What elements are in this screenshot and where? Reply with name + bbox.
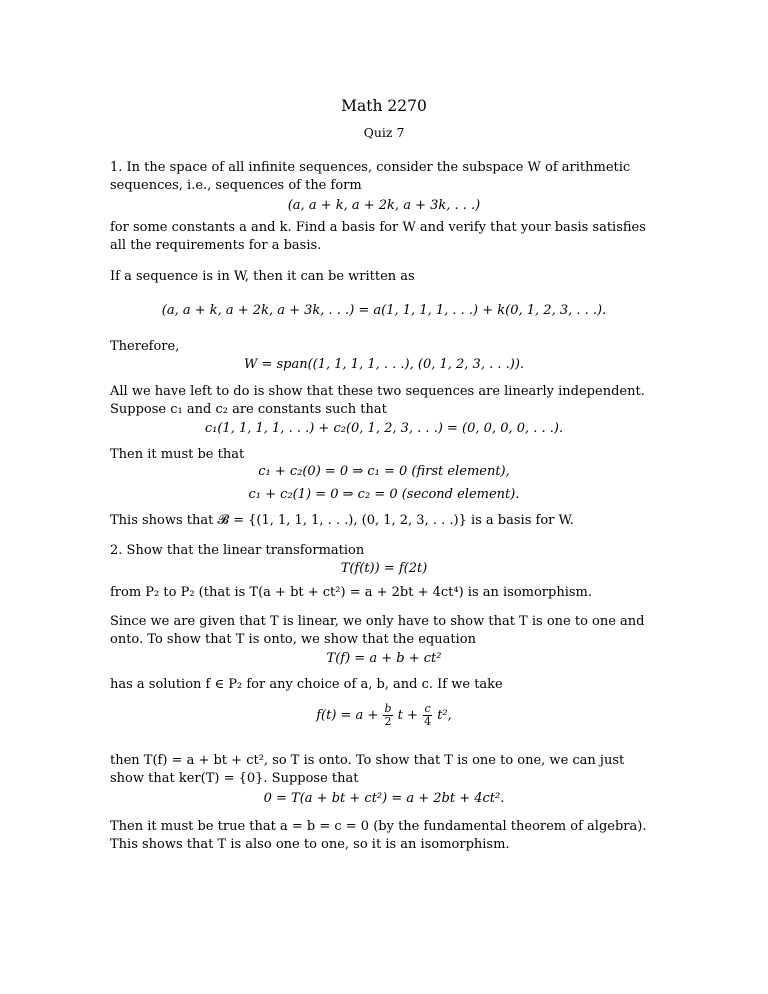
q1-eq-split: (a, a + k, a + 2k, a + 3k, . . .) = a(1, 1, 1, 1, . . .) + k(0, 1, 2, 3, . . .). [161, 303, 607, 318]
q2-prompt-b: from P₂ to P₂ (that is T(a + bt + ct²) = a + 2bt + 4ct⁴) is an isomorphism. [110, 585, 593, 600]
q2-frac-c-over-4 [423, 703, 432, 728]
q2-eq-f-lhs: f(t) = a + [316, 708, 379, 724]
q2-eq-T: T(f(t)) = f(2t) [340, 561, 428, 576]
q2-eq-f [0, 703, 768, 728]
q2-prompt-a: 2. Show that the linear transformation [110, 543, 365, 558]
q1-solution-line-4: Then it must be that [110, 447, 245, 462]
q1-eq-lin: c₁(1, 1, 1, 1, . . .) + c₂(0, 1, 2, 3, . . .) = (0, 0, 0, 0, . . .). [204, 421, 564, 436]
q2-solution-line-3: then T(f) = a + bt + ct², so T is onto. To show that T is one to one, we can just show that ker(T) = {0}. Suppose that [110, 753, 625, 786]
q1-solution-line-2: Therefore, [110, 339, 180, 354]
q2-frac1-den: 2 [384, 715, 392, 729]
q2-eq-f-mid: t + [397, 708, 418, 724]
q1-conclusion: This shows that 𝓑 = {(1, 1, 1, 1, . . .), (0, 1, 2, 3, . . .)} is a basis for W. [110, 513, 574, 528]
page-subtitle: Quiz 7 [363, 125, 405, 140]
q1-solution-line-3: All we have left to do is show that these two sequences are linearly independent. Suppose c₁ and c₂ are constants such that [110, 384, 645, 417]
q1-eq-form: (a, a + k, a + 2k, a + 3k, . . .) [287, 198, 481, 213]
q2-frac1-num: b [384, 702, 392, 715]
q2-frac2-den: 4 [424, 715, 432, 729]
q2-solution-line-2: has a solution f ∈ P₂ for any choice of a, b, and c. If we take [110, 677, 503, 692]
q1-eq-c2: c₁ + c₂(1) = 0 ⇒ c₂ = 0 (second element). [248, 487, 520, 502]
q2-eq-onto: T(f) = a + b + ct² [326, 651, 442, 666]
q1-prompt-a: 1. In the space of all infinite sequences, consider the subspace W of arithmetic sequences, i.e., sequences of the form [110, 160, 631, 193]
q1-solution-line-1: If a sequence is in W, then it can be written as [110, 269, 415, 284]
q2-solution-line-1: Since we are given that T is linear, we only have to show that T is one to one and onto. To show that T is onto, we show that the equation [110, 614, 645, 647]
q1-eq-c1: c₁ + c₂(0) = 0 ⇒ c₁ = 0 (first element), [258, 464, 510, 479]
q2-conclusion: Then it must be true that a = b = c = 0 (by the fundamental theorem of algebra). This shows that T is also one to one, so it is an isomorphism. [110, 819, 647, 852]
q1-prompt-b: for some constants a and k. Find a basis for W and verify that your basis satisfies all the requirements for a basis. [110, 220, 646, 253]
q2-frac-b-over-2 [383, 703, 392, 728]
q2-frac2-num: c [424, 702, 431, 715]
page-title: Math 2270 [341, 97, 427, 115]
q2-eq-ker: 0 = T(a + bt + ct²) = a + 2bt + 4ct². [263, 791, 505, 806]
q2-eq-f-rhs: t², [437, 708, 452, 724]
q1-eq-span: W = span((1, 1, 1, 1, . . .), (0, 1, 2, 3, . . .)). [243, 357, 525, 372]
